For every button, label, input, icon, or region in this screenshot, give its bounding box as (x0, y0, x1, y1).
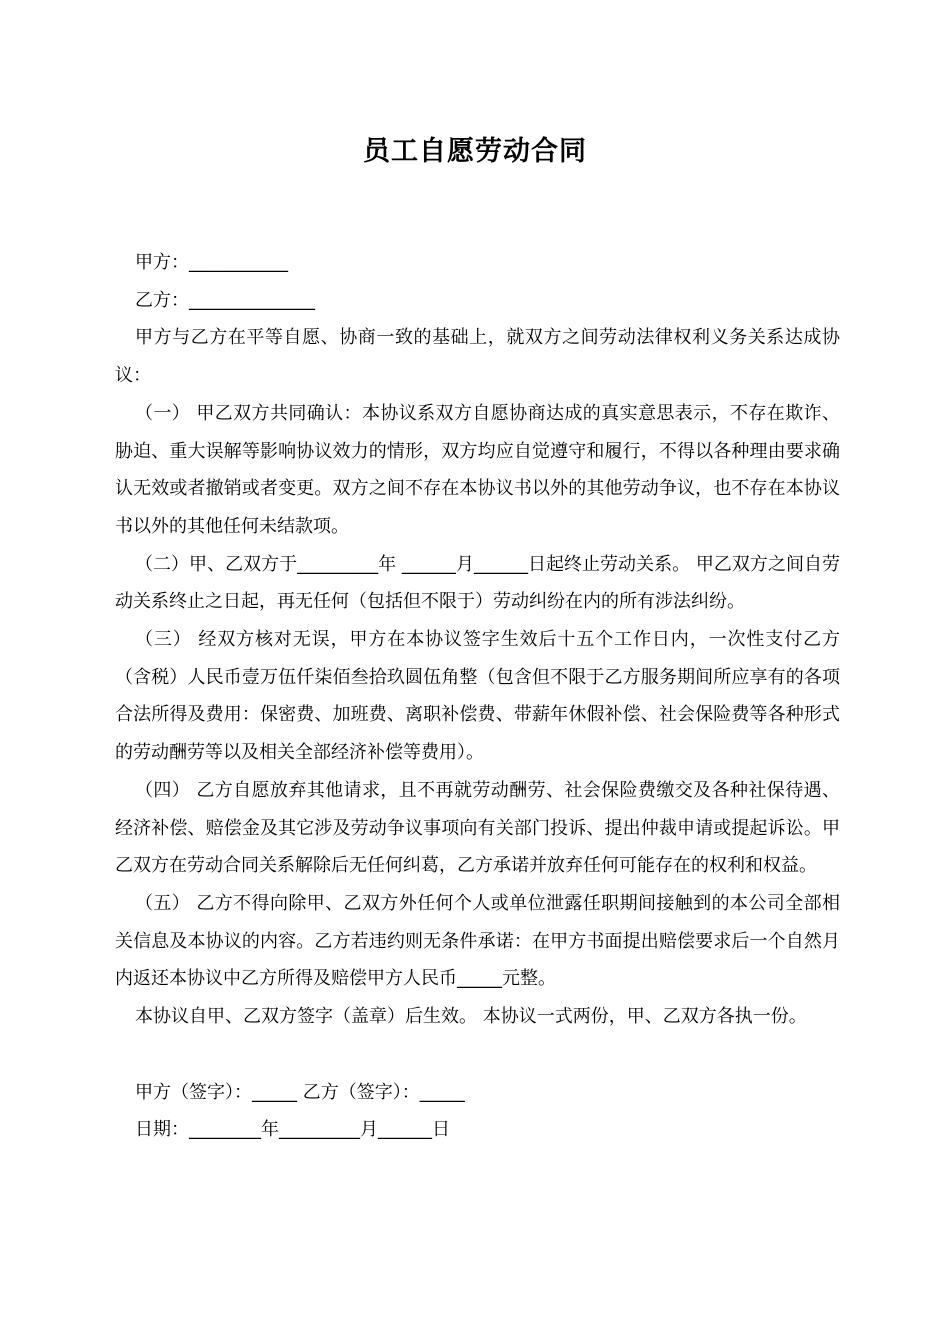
effect-paragraph: 本协议自甲、乙双方签字（盖章）后生效。 本协议一式两份，甲、乙双方各执一份。 (135, 1006, 807, 1028)
party-b-line: 乙方：______________ (135, 289, 315, 311)
clause-4: （四） 乙方自愿放弃其他请求，且不再就劳动酬劳、社会保险费缴交及各种社保待遇、经济补偿、赔偿金及其它涉及劳动争议事项向有关部门投诉、提出仲裁申请或提起诉讼。甲乙双方在劳动合同关系解除后无任何纠葛，乙方承诺并放弃任何可能存在的权利和权益。 (115, 779, 840, 877)
signature-line: 甲方（签字）：_____ 乙方（签字）：_____ (135, 1081, 465, 1103)
clause-5: （五） 乙方不得向除甲、乙双方外任何个人或单位泄露任职期间接触到的本公司全部相关信息及本协议的内容。乙方若违约则无条件承诺：在甲方书面提出赔偿要求后一个自然月内返还本协议中乙方所得及赔偿甲方人民币_____元整。 (115, 892, 840, 990)
clause-3: （三） 经双方核对无误，甲方在本协议签字生效后十五个工作日内，一次性支付乙方（含税）人民币壹万伍仟柒佰叁拾玖圆伍角整（包含但不限于乙方服务期间所应享有的各项合法所得及费用：保密费、加班费、离职补偿费、带薪年休假补偿、社会保险费等各种形式的劳动酬劳等以及相关全部经济补偿等费用）。 (115, 629, 840, 764)
date-line: 日期：________年_________月______日 (135, 1119, 450, 1141)
intro-paragraph: 甲方与乙方在平等自愿、协商一致的基础上，就双方之间劳动法律权利义务关系达成协议： (115, 327, 840, 387)
document-title: 员工自愿劳动合同 (363, 136, 587, 167)
clause-2: （二）甲、乙双方于_________年 ______月______日起终止劳动关系。 甲乙双方之间自劳动关系终止之日起，再无任何（包括但不限于）劳动纠纷在内的所有涉法纠纷。 (115, 553, 840, 613)
party-a-line: 甲方：___________ (135, 252, 288, 273)
spacer (115, 1036, 840, 1074)
clause-1: （一） 甲乙双方共同确认：本协议系双方自愿协商达成的真实意思表示，不存在欺诈、胁迫、重大误解等影响协议效力的情形，双方均应自觉遵守和履行，不得以各种理由要求确认无效或者撤销或者变更。双方之间不存在本协议书以外的其他劳动争议，也不存在本协议书以外的其他任何未结款项。 (115, 402, 840, 537)
document-body (115, 244, 840, 1149)
